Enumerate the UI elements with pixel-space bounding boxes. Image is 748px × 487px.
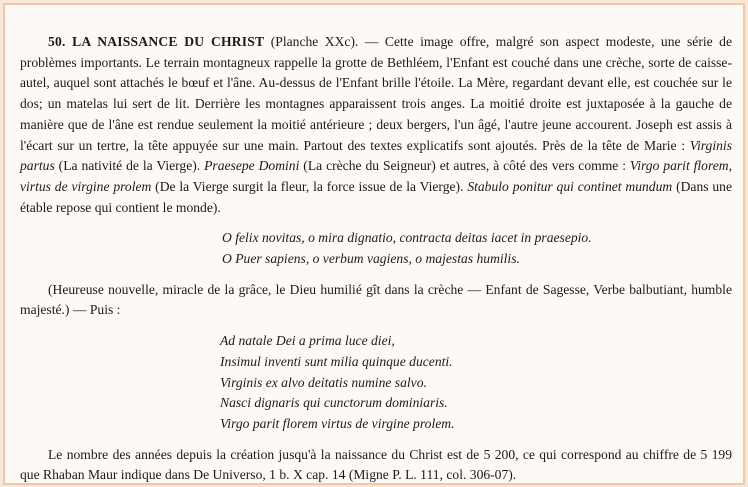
closing-paragraph: Le nombre des années depuis la création jusqu'à la naissance du Christ est de 5 200, ce qui correspond au chiffre de 5 199 que Rhaban Maur indique dans De Universo, 1 b. X cap. 14 (Migne P. L. 111, col. 306-07). <box>20 446 732 483</box>
poem-line: Insimul inventi sunt milia quinque ducenti. <box>220 353 453 369</box>
entry-text-3: (La crèche du Seigneur) et autres, à côté des vers comme : <box>299 158 630 174</box>
poem-line: Ad natale Dei a prima luce diei, <box>220 333 395 349</box>
poem-line: Virgo parit florem virtus de virgine prolem. <box>220 415 455 431</box>
quote-line-2: O Puer sapiens, o verbum vagiens, o majestas humilis. <box>222 251 520 267</box>
plate-reference: (Planche XXc). <box>270 34 359 49</box>
latin-quote <box>222 228 732 269</box>
latin-phrase-1: Virginis partus <box>20 137 732 174</box>
entry-text-2: (La nativité de la Vierge). <box>54 158 205 174</box>
entry-text-1: — Cette image offre, malgré son aspect modeste, une série de problèmes importants. Le terrain montagneux rappelle la grotte de Bethléem, l'Enfant est couché dans une crèche, sorte de caisse-autel, auquel sont attachés le bœuf et l'âne. Au-dessus de l'Enfant brille l'étoile. La Mère, regardant devant elle, est couchée sur le dos; un matelas lui sert de lit. Derrière les montagnes apparaissent trois anges. La moitié droite est juxtaposée à la gauche de manière que de l'âne est rendue seulement la moitié antérieure ; deux bergers, l'un âgé, l'autre jeune accourent. Joseph est assis à l'écart sur un tertre, la tête appuyée sur une main. Partout des textes explicatifs sont ajoutés. Près de la tête de Marie : <box>20 34 732 153</box>
quote-line-1: O felix novitas, o mira dignatio, contracta deitas iacet in praesepio. <box>222 230 592 246</box>
document-body <box>20 32 732 486</box>
latin-phrase-2: Praesepe Domini <box>204 158 300 174</box>
entry-title: LA NAISSANCE DU CHRIST <box>72 34 265 49</box>
latin-phrase-4: Stabulo ponitur qui continet mundum <box>467 178 673 194</box>
entry-number: 50. <box>48 34 66 49</box>
poem-line: Nasci dignaris qui cunctorum dominiaris. <box>220 395 448 411</box>
entry-text-5: (Dans une étable repose qui contient le monde). <box>20 178 733 215</box>
latin-poem <box>220 331 732 435</box>
latin-phrase-3: Virgo parit florem, virtus de virgine prolem <box>20 158 733 194</box>
translation-paragraph: (Heureuse nouvelle, miracle de la grâce, le Dieu humilié gît dans la crèche — Enfant de Sagesse, Verbe balbutiant, humble majesté.) — Puis : <box>20 281 732 318</box>
poem-line: Virginis ex alvo deitatis numine salvo. <box>220 374 427 390</box>
page-frame <box>3 3 745 485</box>
entry-paragraph <box>20 32 732 218</box>
entry-text-4: (De la Vierge surgit la fleur, la force issue de la Vierge). <box>151 178 468 194</box>
